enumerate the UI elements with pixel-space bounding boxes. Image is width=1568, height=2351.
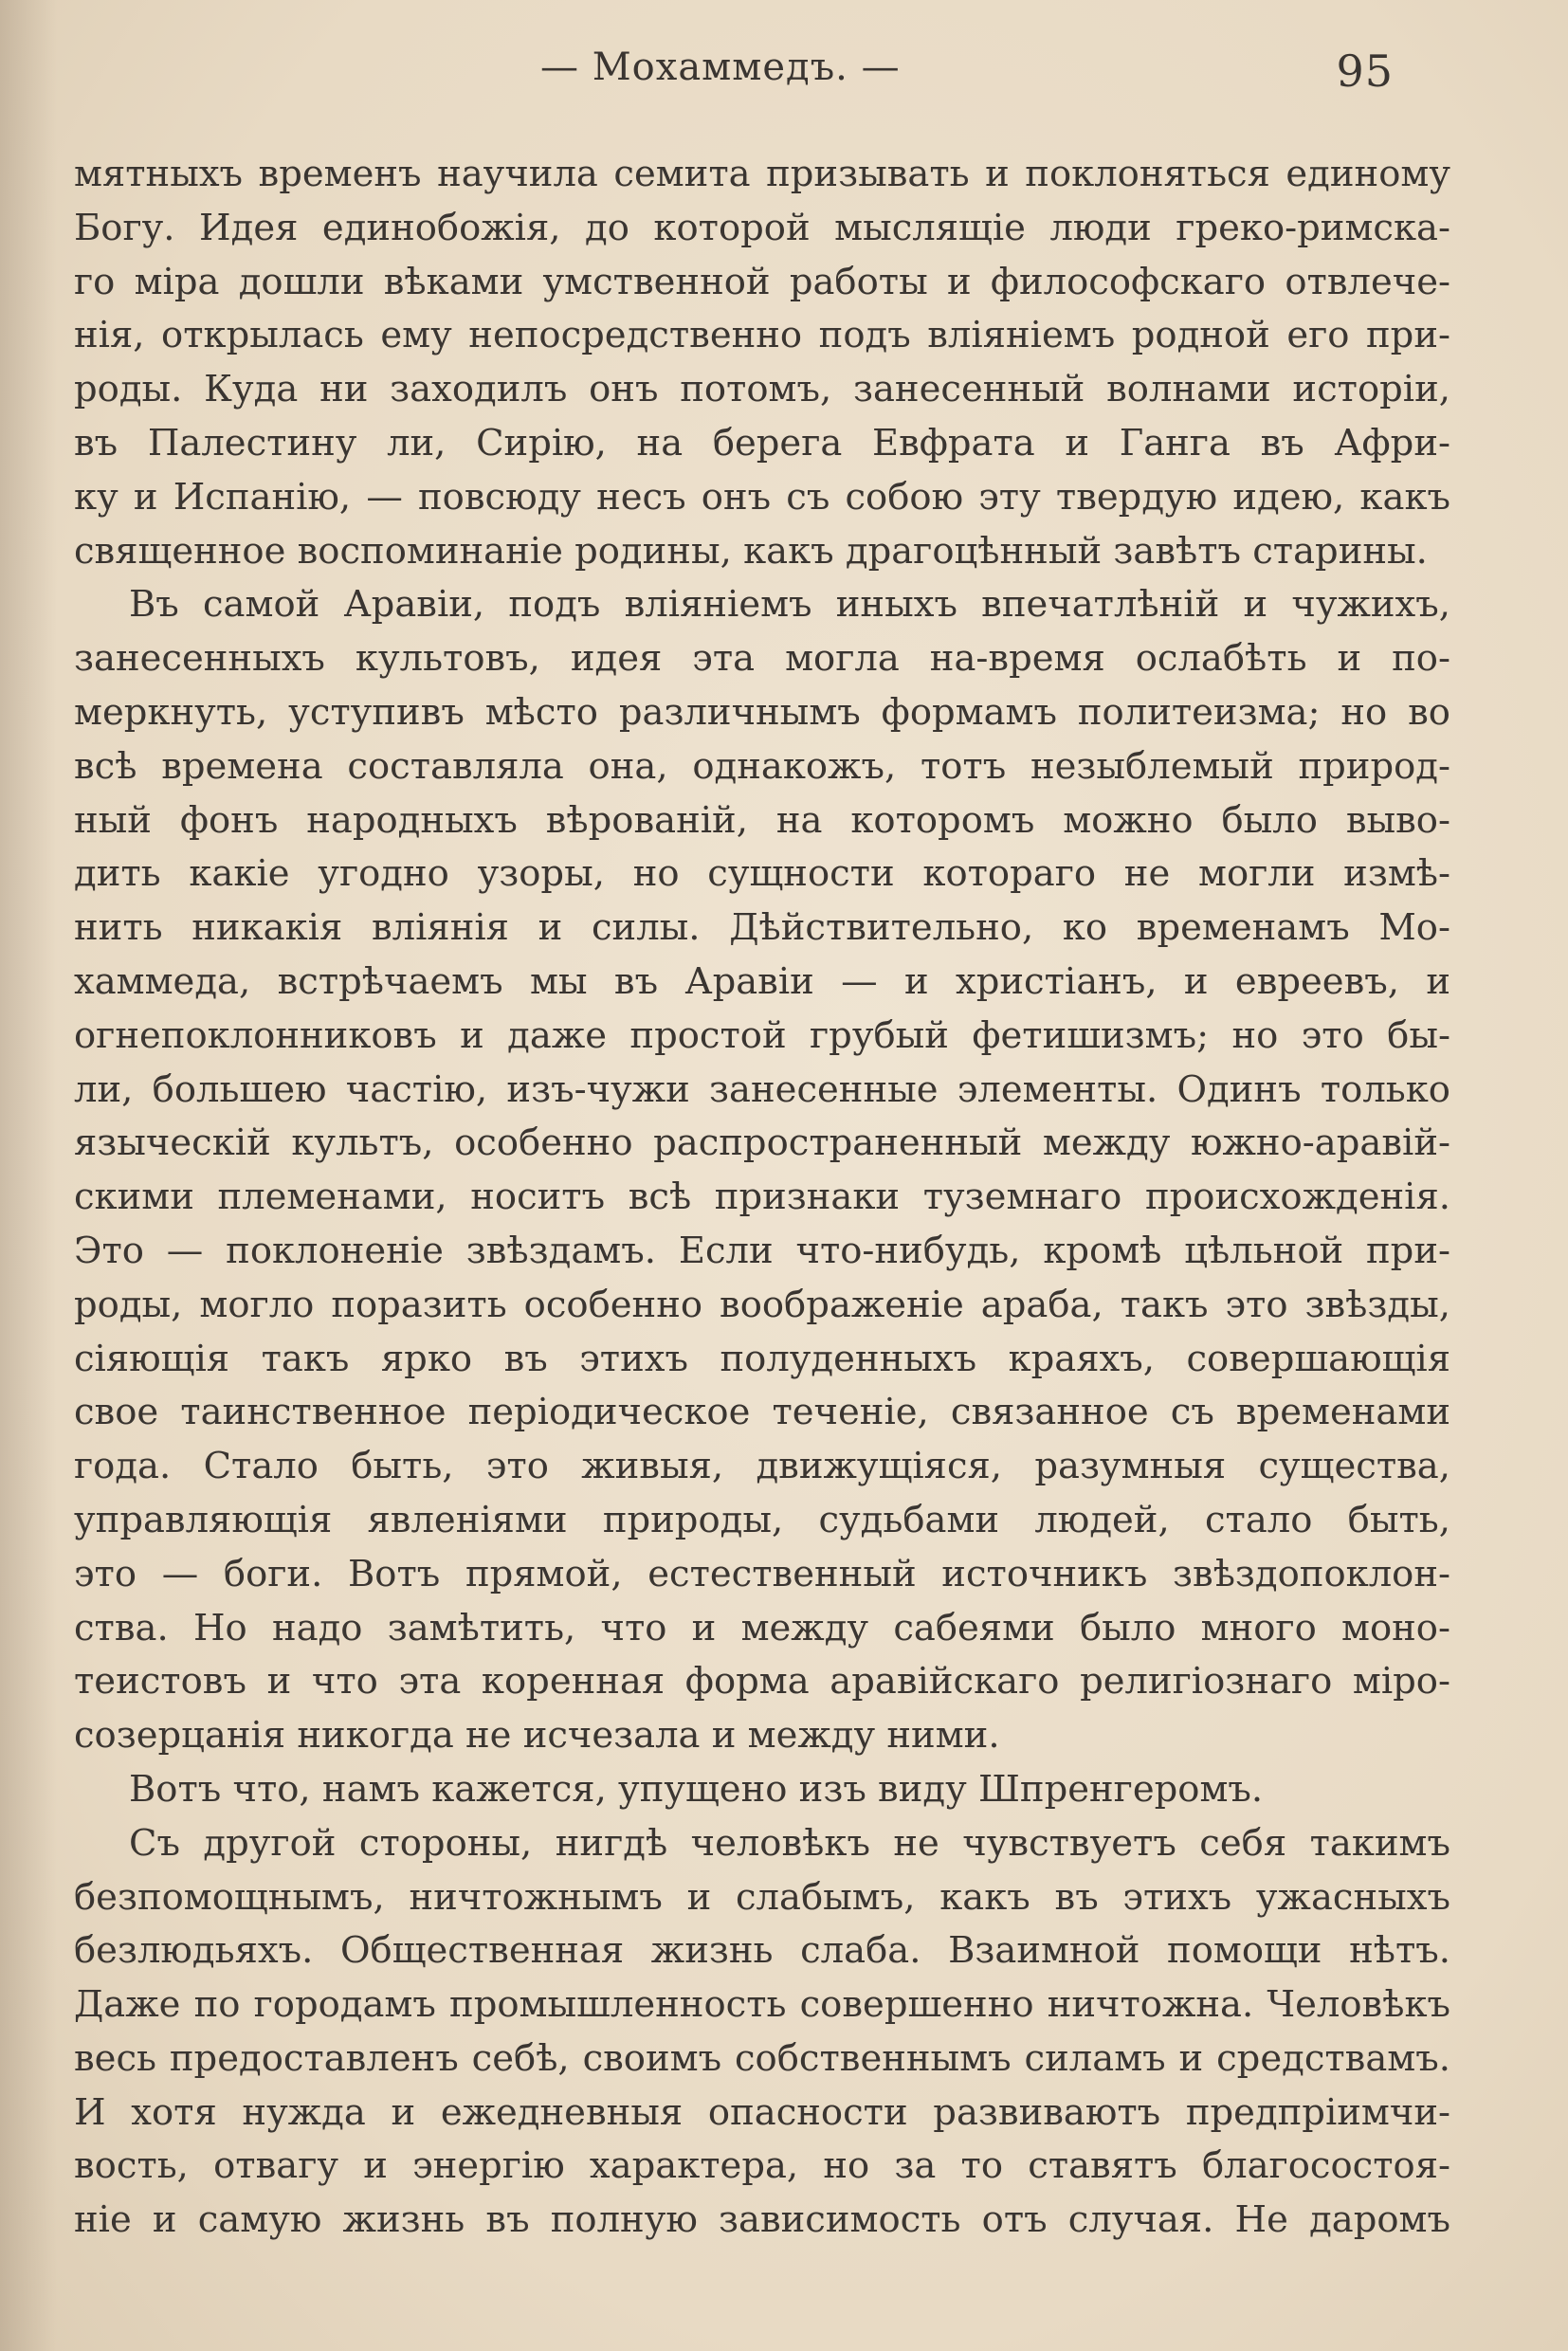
text-line: роды. Куда ни заходилъ онъ потомъ, занесенный волнами исторіи,: [74, 368, 1450, 411]
text-line: меркнуть, уступивъ мѣсто различнымъ формамъ политеизма; но во: [74, 690, 1450, 734]
text-line: ный фонъ народныхъ вѣрованій, на которомъ можно было выво-: [74, 798, 1450, 842]
text-line: го міра дошли вѣками умственной работы и философскаго отвлече-: [74, 260, 1450, 303]
text-line: ніе и самую жизнь въ полную зависимость отъ случая. Не даромъ: [74, 2198, 1450, 2242]
text-line: роды, могло поразить особенно воображеніе араба, такъ это звѣзды,: [74, 1283, 1450, 1326]
text-line: въ Палестину ли, Сирію, на берега Евфрата и Ганга въ Афри-: [74, 421, 1450, 465]
text-line: безлюдьяхъ. Общественная жизнь слаба. Взаимной помощи нѣтъ.: [74, 1929, 1450, 1973]
text-line: огнепоклонниковъ и даже простой грубый фетишизмъ; но это бы-: [74, 1013, 1450, 1057]
text-line: Даже по городамъ промышленность совершенно ничтожна. Человѣкъ: [74, 1983, 1450, 2027]
text-line: Вотъ что, намъ кажется, упущено изъ виду Шпренгеромъ.: [129, 1767, 1264, 1811]
text-line: безпомощнымъ, ничтожнымъ и слабымъ, какъ въ этихъ ужасныхъ: [74, 1875, 1450, 1919]
text-line: созерцанія никогда не исчезала и между ними.: [74, 1714, 1000, 1758]
text-line: вость, отвагу и энергію характера, но за то ставятъ благосостоя-: [74, 2144, 1450, 2188]
text-line: священное воспоминаніе родины, какъ драгоцѣнный завѣтъ старины.: [74, 529, 1428, 573]
text-line: ли, большею частію, изъ-чужи занесенные элементы. Одинъ только: [74, 1067, 1450, 1111]
text-line: это — боги. Вотъ прямой, естественный источникъ звѣздопоклон-: [74, 1552, 1450, 1595]
text-line: Это — поклоненіе звѣздамъ. Если что-нибудь, кромѣ цѣльной при-: [74, 1229, 1450, 1272]
text-line: хаммеда, встрѣчаемъ мы въ Аравіи — и христіанъ, и евреевъ, и: [74, 959, 1450, 1003]
page-number: 95: [1336, 46, 1394, 97]
text-line: нія, открылась ему непосредственно подъ вліяніемъ родной его при-: [74, 314, 1450, 357]
text-line: языческій культъ, особенно распространенный между южно-аравій-: [74, 1121, 1450, 1165]
text-line: Въ самой Аравіи, подъ вліяніемъ иныхъ впечатлѣній и чужихъ,: [129, 583, 1450, 627]
text-line: управляющія явленіями природы, судьбами людей, стало быть,: [74, 1498, 1450, 1541]
text-line: весь предоставленъ себѣ, своимъ собственнымъ силамъ и средствамъ.: [74, 2036, 1450, 2080]
text-line: мятныхъ временъ научила семита призывать и поклоняться единому: [74, 153, 1450, 195]
body-text: [74, 148, 1450, 2248]
text-line: свое таинственное періодическое теченіе, связанное съ временами: [74, 1391, 1450, 1434]
text-line: И хотя нужда и ежедневныя опасности развиваютъ предпріимчи-: [74, 2090, 1450, 2134]
text-line: ку и Испанію, — повсюду несъ онъ съ собою эту твердую идею, какъ: [74, 475, 1450, 519]
gutter-shadow: [0, 0, 57, 2351]
text-line: занесенныхъ культовъ, идея эта могла на-время ослабѣть и по-: [74, 637, 1450, 681]
text-line: Богу. Идея единобожія, до которой мыслящіе люди греко-римска-: [74, 206, 1450, 249]
text-line: сіяющія такъ ярко въ этихъ полуденныхъ краяхъ, совершающія: [74, 1337, 1450, 1380]
text-line: года. Стало быть, это живыя, движущіяся, разумныя существа,: [74, 1445, 1450, 1488]
text-line: теистовъ и что эта коренная форма аравійскаго религіознаго міро-: [74, 1660, 1450, 1704]
running-title: — Мохаммедъ. —: [540, 46, 901, 89]
text-line: ства. Но надо замѣтить, что и между сабеями было много моно-: [74, 1606, 1450, 1649]
text-line: скими племенами, носитъ всѣ признаки туземнаго происхожденія.: [74, 1176, 1450, 1219]
text-line: Съ другой стороны, нигдѣ человѣкъ не чувствуетъ себя такимъ: [129, 1821, 1450, 1865]
text-line: нить никакія вліянія и силы. Дѣйствительно, ко временамъ Мо-: [74, 906, 1450, 950]
text-line: всѣ времена составляла она, однакожъ, тотъ незыблемый природ-: [74, 744, 1450, 788]
running-header: [540, 46, 1394, 102]
text-line: дить какіе угодно узоры, но сущности котораго не могли измѣ-: [74, 852, 1450, 896]
